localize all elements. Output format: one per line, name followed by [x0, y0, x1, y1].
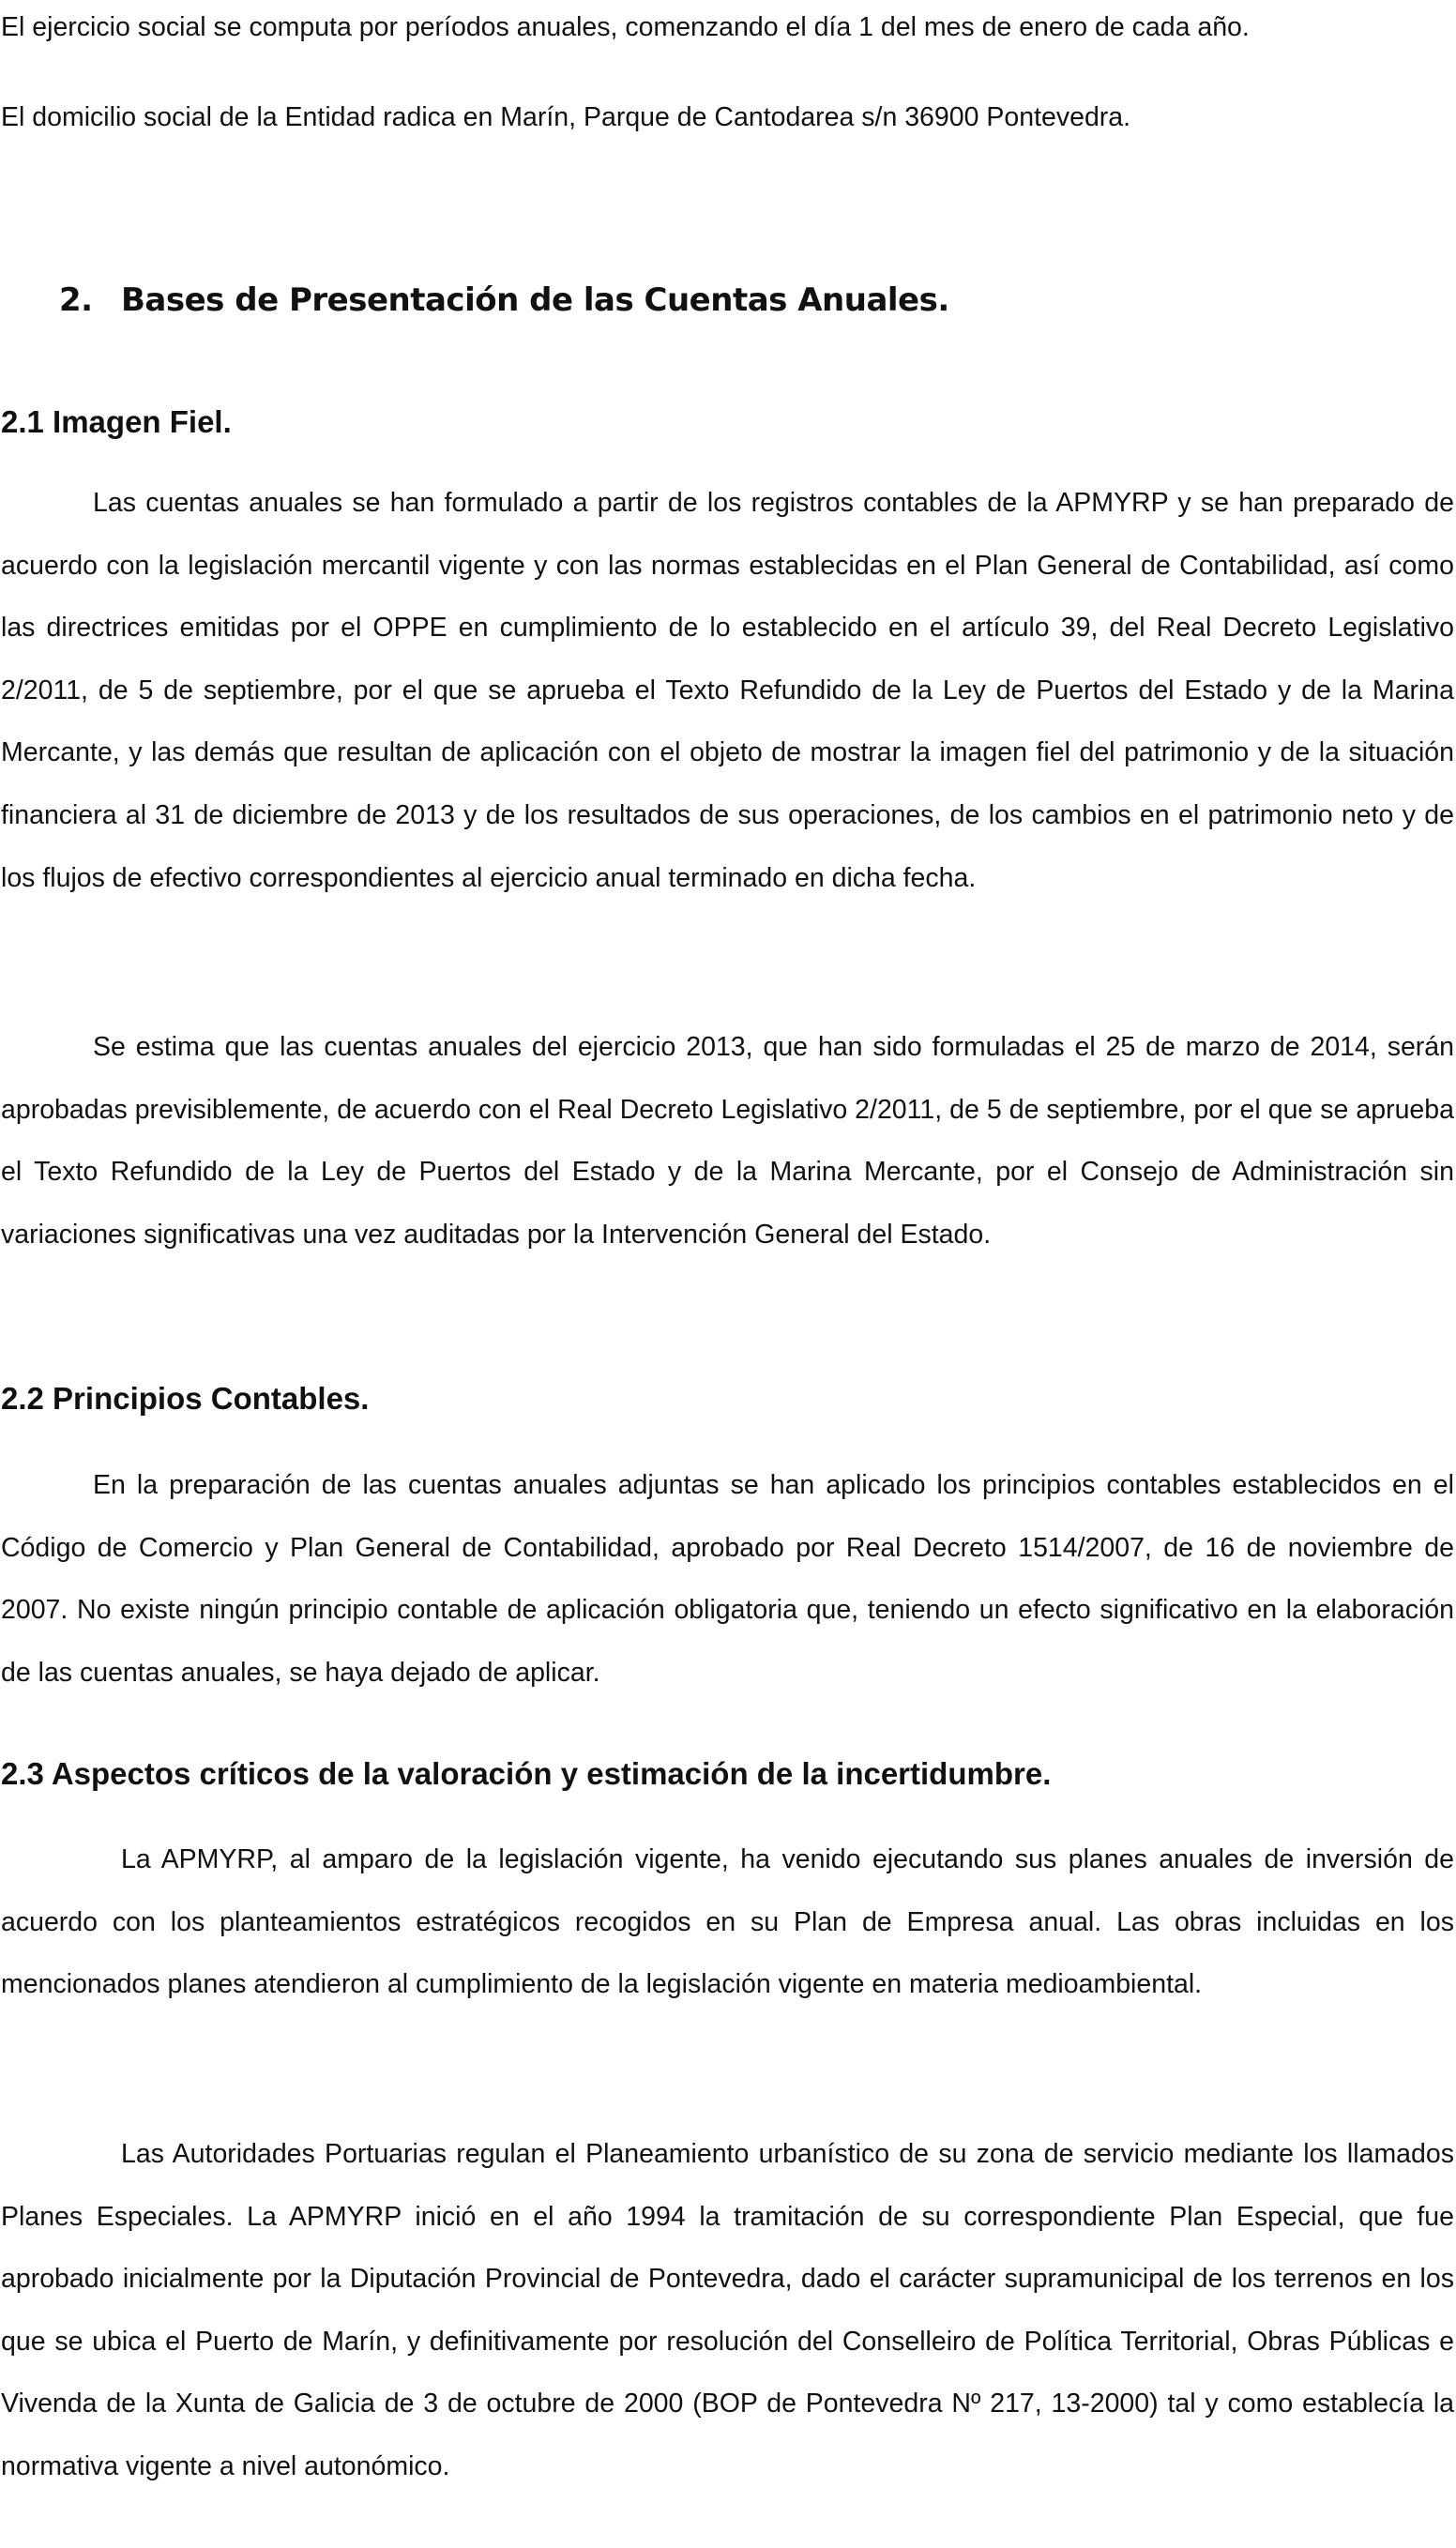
paragraph-domicilio: El domicilio social de la Entidad radica en Marín, Parque de Cantodarea s/n 36900 Pontevedra. — [1, 102, 1131, 132]
paragraph-imagen-fiel-1: Las cuentas anuales se han formulado a partir de los registros contables de la APMYRP y se han preparado de acuerdo con la legislación mercantil vigente y con las normas establecidas en el Plan General de Contabilidad, así como las directrices emitidas por el OPPE en cumplimiento de lo establecido en el artículo 39, del Real Decreto Legislativo 2/2011, de 5 de septiembre, por el que se aprueba el Texto Refundido de la Ley de Puertos del Estado y de la Marina Mercante, y las demás que resultan de aplicación con el objeto de mostrar la imagen fiel del patrimonio y de la situación financiera al 31 de diciembre de 2013 y de los resultados de sus operaciones, de los cambios en el patrimonio neto y de los flujos de efectivo correspondientes al ejercicio anual terminado en dicha fecha. — [1, 488, 1454, 893]
paragraph-aspectos-criticos-1: La APMYRP, al amparo de la legislación vigente, ha venido ejecutando sus planes anuales de inversión de acuerdo con los planteamientos estratégicos recogidos en su Plan de Empresa anual. Las obras incluidas en los mencionados planes atendieron al cumplimiento de la legislación vigente en materia medioambiental. — [1, 1844, 1454, 2000]
section-title: Bases de Presentación de las Cuentas Anuales. — [121, 281, 949, 319]
section-heading-2 — [59, 272, 949, 328]
subheading-aspectos-criticos: 2.3 Aspectos críticos de la valoración y estimación de la incertidumbre. — [1, 1756, 1052, 1791]
paragraph-imagen-fiel-2: Se estima que las cuentas anuales del ejercicio 2013, que han sido formuladas el 25 de marzo de 2014, serán aprobadas previsiblemente, de acuerdo con el Real Decreto Legislativo 2/2011, de 5 de septiembre, por el que se aprueba el Texto Refundido de la Ley de Puertos del Estado y de la Marina Mercante, por el Consejo de Administración sin variaciones significativas una vez auditadas por la Intervención General del Estado. — [1, 1032, 1454, 1250]
paragraph-principios-contables: En la preparación de las cuentas anuales adjuntas se han aplicado los principios contables establecidos en el Código de Comercio y Plan General de Contabilidad, aprobado por Real Decreto 1514/2007, de 16 de noviembre de 2007. No existe ningún principio contable de aplicación obligatoria que, teniendo un efecto significativo en la elaboración de las cuentas anuales, se haya dejado de aplicar. — [1, 1470, 1454, 1688]
paragraph-ejercicio: El ejercicio social se computa por períodos anuales, comenzando el día 1 del mes de enero de cada año. — [1, 12, 1250, 42]
section-number: 2. — [59, 281, 93, 319]
paragraph-aspectos-criticos-2: Las Autoridades Portuarias regulan el Planeamiento urbanístico de su zona de servicio mediante los llamados Planes Especiales. La APMYRP inició en el año 1994 la tramitación de su correspondiente Plan Especial, que fue aprobado inicialmente por la Diputación Provincial de Pontevedra, dado el carácter supramunicipal de los terrenos en los que se ubica el Puerto de Marín, y definitivamente por resolución del Conselleiro de Política Territorial, Obras Públicas e Vivenda de la Xunta de Galicia de 3 de octubre de 2000 (BOP de Pontevedra Nº 217, 13-2000) tal y como establecía la normativa vigente a nivel autonómico. — [1, 2139, 1454, 2481]
subheading-principios-contables: 2.2 Principios Contables. — [1, 1381, 370, 1416]
subheading-imagen-fiel: 2.1 Imagen Fiel. — [1, 404, 232, 439]
